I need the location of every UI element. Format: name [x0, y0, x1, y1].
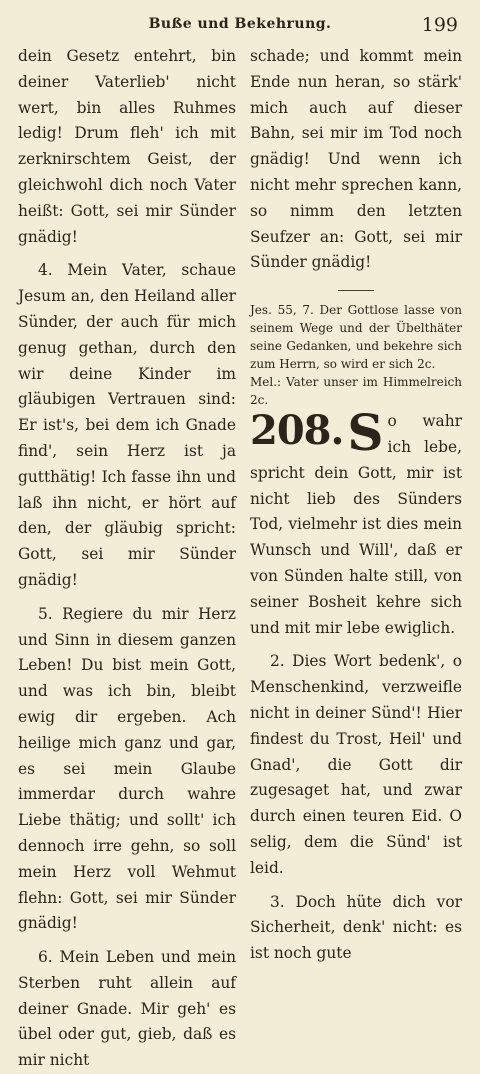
- page-number: 199: [421, 14, 458, 36]
- stanza-4: 4. Mein Vater, schaue Jesum an, den Heiland aller Sünder, der auch für mich genug gethan, durch den wir deine Kinder im gläubigen Vertrauen sind: Er ist's, bei dem ich Gnade find', sein Herz ist ja gutthätig! Ich fasse ihn und laß ihn nicht, er hört auf den, der gläubig spricht: Gott, sei mir Sünder gnädig!: [18, 261, 236, 589]
- bible-reference: Jes. 55, 7. Der Gottlose lasse von seinem Wege und der Übelthäter seine Gedanken, und bekehre sich zum Herrn, so wird er sich 2c.: [250, 303, 462, 372]
- stanza-6: 6. Mein Leben und mein Sterben ruht allein auf deiner Gnade. Mir geh' es übel oder gut, gieb, daß es mir nicht: [18, 948, 236, 1070]
- stanza-continuation: dein Gesetz entehrt, bin deiner Vaterlieb' nicht wert, bin alles Ruhmes ledig! Drum fleh' ich mit zerknirschtem Geist, der gleichwohl dich noch Vater heißt: Gott, sei mir Sünder gnädig!: [18, 47, 236, 246]
- drop-cap: S: [347, 403, 384, 463]
- stanza-continuation-right: schade; und kommt mein Ende nun heran, so stärk' mich auch auf dieser Bahn, sei mir im Tod noch gnädig! Und wenn ich nicht mehr sprechen kann, so nimm den letzten Seufzer an: Gott, sei mir Sünder gnädig!: [250, 47, 462, 272]
- left-column: [18, 44, 236, 1070]
- stanza-3: 3. Doch hüte dich vor Sicherheit, denk' nicht: es ist noch gute: [250, 892, 462, 963]
- stanza-2: 2. Dies Wort bedenk', o Menschenkind, verzweifle nicht in deiner Sünd'! Hier findest du Trost, Heil' und Gnad', die Gott dir zugesaget hat, und zwar durch einen teuren Eid. O selig, dem die Sünd' ist leid.: [250, 652, 462, 877]
- running-title: Buße und Bekehrung.: [148, 16, 332, 32]
- hymn-number: 208.: [250, 407, 344, 455]
- stanza-5: 5. Regiere du mir Herz und Sinn in diesem ganzen Leben! Du bist mein Gott, und was ich bin, bleibt ewig dir ergeben. Ach heilige mich ganz und gar, es sei mein Glaube immerdar durch wahre Liebe thätig; und sollt' ich dennoch irre gehn, so soll mein Herz voll Wehmut flehn: Gott, sei mir Sünder gnädig!: [18, 604, 236, 933]
- right-column: [250, 44, 462, 963]
- page-header: [0, 12, 480, 36]
- section-divider: [338, 290, 374, 291]
- stanza-1-text: o wahr ich lebe, spricht dein Gott, mir ist nicht lieb des Sünders Tod, vielmehr ist dies mein Wunsch und Will', daß er von Sünden halte still, von seiner Bosheit kehre sich und mit mir lebe ewiglich.: [250, 412, 462, 637]
- hymn-208-stanza-1: [250, 403, 462, 641]
- melody-line: Mel.: Vater unser im Himmelreich 2c.: [250, 375, 462, 408]
